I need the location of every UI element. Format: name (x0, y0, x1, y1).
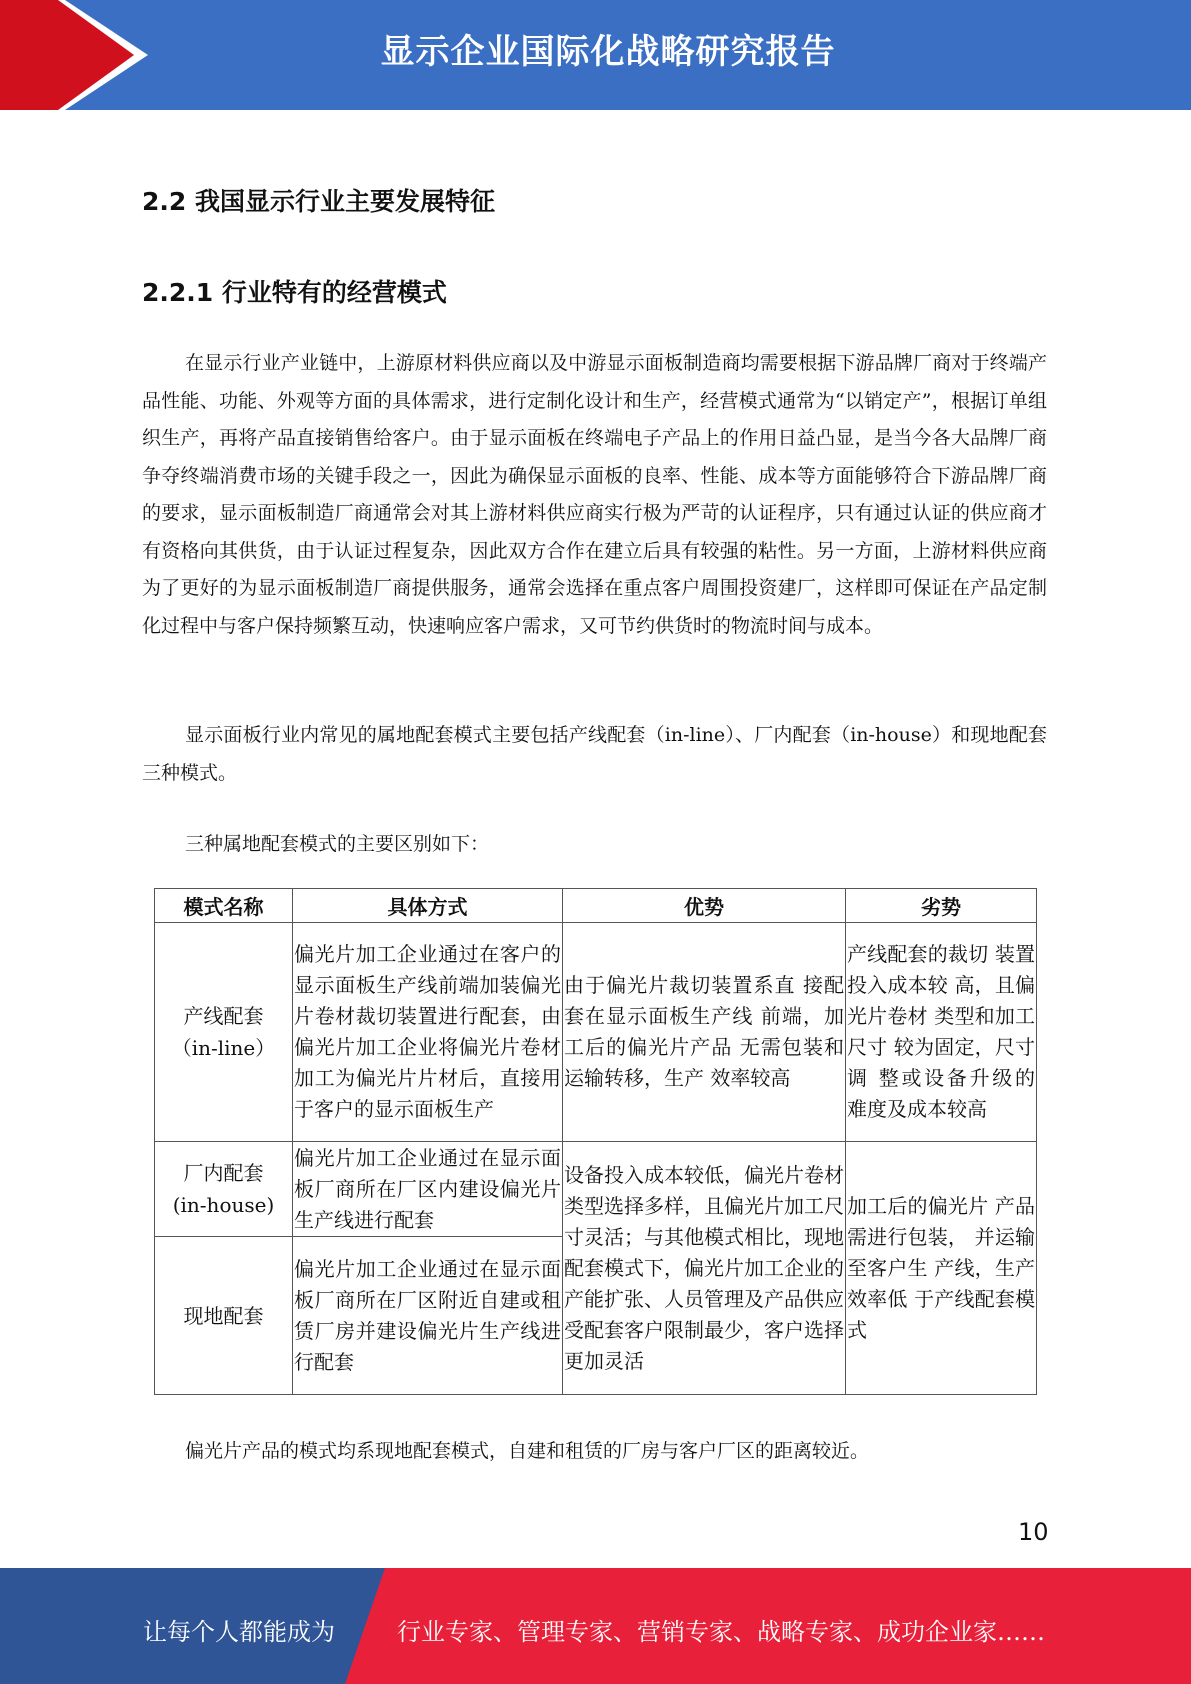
advantage-cell: 由于偏光片裁切装置系直 接配套在显示面板生产线 前端，加工后的偏光片产品 无需包装和运输转移，生产 效率较高 (563, 923, 846, 1142)
supporting-mode-table (154, 888, 1037, 1395)
mode-name-cell (155, 1237, 293, 1395)
paragraph-business-model: 在显示行业产业链中，上游原材料供应商以及中游显示面板制造商均需要根据下游品牌厂商对于终端产品性能、功能、外观等方面的具体需求，进行定制化设计和生产，经营模式通常为“以销定产”，根据订单组织生产，再将产品直接销售给客户。由于显示面板在终端电子产品上的作用日益凸显，是当今各大品牌厂商争夺终端消费市场的关键手段之一，因此为确保显示面板的良率、性能、成本等方面能够符合下游品牌厂商的要求，显示面板制造厂商通常会对其上游材料供应商实行极为严苛的认证程序，只有通过认证的供应商才有资格向其供货，由于认证过程复杂，因此双方合作在建立后具有较强的粘性。另一方面，上游材料供应商为了更好的为显示面板制造厂商提供服务，通常会选择在重点客户周围投资建厂，这样即可保证在产品定制化过程中与客户保持频繁互动，快速响应客户需求，又可节约供货时的物流时间与成本。 (142, 352, 1047, 637)
footer-slogan-right: 行业专家、管理专家、营销专家、战略专家、成功企业家…… (397, 1618, 1045, 1646)
footer-slogan-left: 让每个人都能成为 (143, 1618, 335, 1646)
column-header: 模式名称 (155, 889, 293, 923)
method-cell: 偏光片加工企业通过在显示面板厂商所在厂区附近自建或租赁厂房并建设偏光片生产线进行配套 (293, 1237, 563, 1395)
mode-name-cell (155, 1142, 293, 1237)
report-title: 显示企业国际化战略研究报告 (380, 32, 836, 72)
paragraph-table-intro: 三种属地配套模式的主要区别如下： (185, 833, 490, 855)
table-row (155, 923, 1037, 1142)
column-header: 优势 (563, 889, 846, 923)
mode-name: 产线配套 (183, 1004, 264, 1028)
subsection-heading: 2.2.1 行业特有的经营模式 (142, 278, 447, 307)
method-cell: 偏光片加工企业通过在客户的显示面板生产线前端加装偏光片卷材裁切装置进行配套，由偏光片加工企业将偏光片卷材加工为偏光片片材后，直接用于客户的显示面板生产 (293, 923, 563, 1142)
table-header-row (155, 889, 1037, 923)
method-cell: 偏光片加工企业通过在显示面板厂商所在厂区内建设偏光片生产线进行配套 (293, 1142, 563, 1237)
mode-name: 厂内配套 (183, 1161, 264, 1185)
column-header: 具体方式 (293, 889, 563, 923)
mode-name-en: (in-house) (172, 1193, 275, 1217)
mode-name-en: （in-line） (171, 1036, 276, 1060)
paragraph-supporting-modes: 显示面板行业内常见的属地配套模式主要包括产线配套（in-line）、厂内配套（in-house）和现地配套三种模式。 (142, 724, 1047, 784)
section-heading: 2.2 我国显示行业主要发展特征 (142, 187, 495, 216)
mode-name: 现地配套 (183, 1303, 264, 1328)
mode-name-cell (155, 923, 293, 1142)
page-number: 10 (1018, 1518, 1049, 1546)
table-row (155, 1142, 1037, 1237)
paragraph-conclusion: 偏光片产品的模式均系现地配套模式，自建和租赁的厂房与客户厂区的距离较近。 (185, 1440, 870, 1462)
column-header: 劣势 (846, 889, 1037, 923)
shared-advantage-cell: 设备投入成本较低，偏光片卷材类型选择多样，且偏光片加工尺寸灵活；与其他模式相比，现地配套模式下，偏光片加工企业的产能扩张、人员管理及产品供应受配套客户限制最少，客户选择更加灵活 (563, 1142, 846, 1395)
disadvantage-cell: 产线配套的裁切 装置投入成本较 高，且偏光片卷材 类型和加工尺寸 较为固定，尺寸调 整或设备升级的 难度及成本较高 (846, 923, 1037, 1142)
shared-disadvantage-cell: 加工后的偏光片 产品需进行包装， 并运输至客户生 产线，生产效率低 于产线配套模式 (846, 1142, 1037, 1395)
